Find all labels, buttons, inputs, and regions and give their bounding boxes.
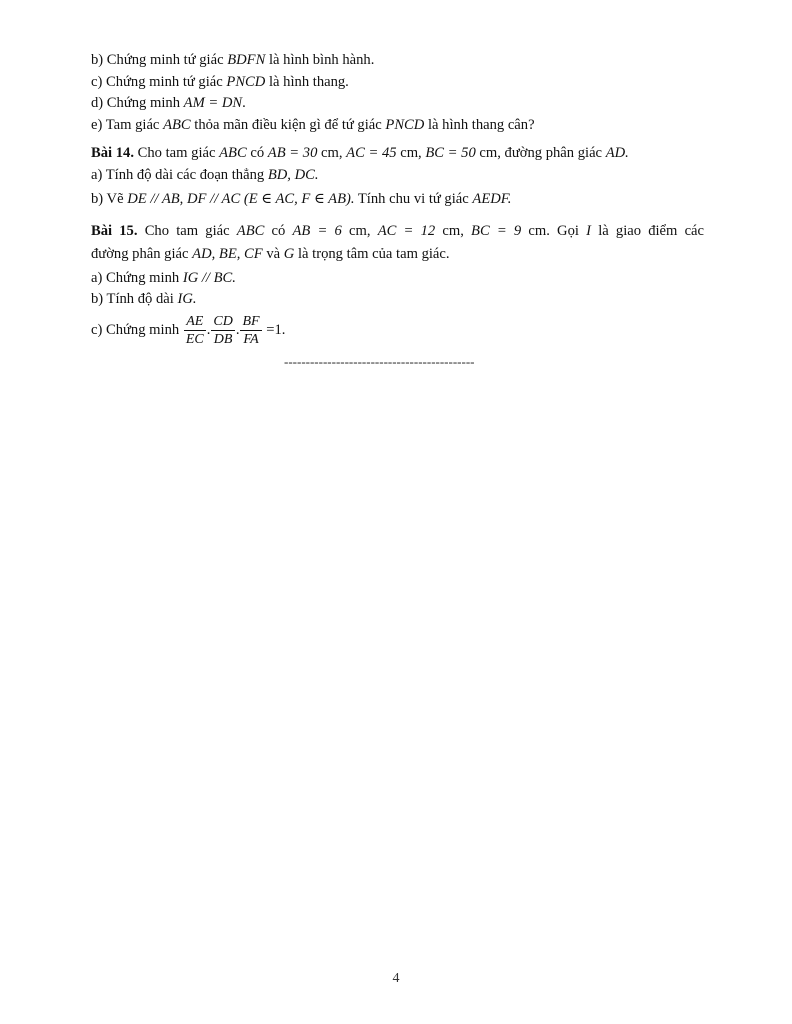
math: (E ∈ AC, F ∈ AB). (243, 191, 355, 207)
text: a) Chứng minh (91, 270, 180, 286)
page-number: 4 (392, 971, 400, 986)
bai15-part-b (91, 289, 197, 309)
bai14-part-b (91, 189, 511, 209)
text: b) Vẽ (91, 191, 124, 207)
math: I (586, 223, 591, 239)
text: Cho tam giác (137, 145, 216, 161)
text: Cho tam giác (144, 223, 230, 239)
text: cm, (442, 223, 464, 239)
math: AC = 12 (377, 223, 436, 239)
fraction-ae-ec (184, 313, 206, 349)
section-separator: -------------------------------------------- (284, 354, 475, 369)
bai15-question (91, 221, 704, 241)
math: BC = 50 (425, 145, 476, 161)
math: AB = 30 (267, 145, 318, 161)
text: b) Tính độ dài (91, 291, 174, 307)
math: G (283, 246, 295, 262)
text: thỏa mãn điều kiện gì để tứ giác (194, 117, 382, 133)
math: BC = 9 (471, 223, 522, 239)
text: là hình thang. (268, 74, 349, 90)
fraction-bf-fa (240, 313, 261, 349)
equals-one: =1. (266, 322, 286, 338)
bai14-part-a (91, 165, 319, 185)
text: đường phân giác (91, 246, 189, 262)
text: c) Chứng minh (91, 322, 180, 338)
bai13-part-b (91, 50, 374, 70)
denominator: EC (185, 331, 204, 347)
bai15-question-line2 (91, 244, 450, 264)
math: IG. (177, 291, 197, 307)
math: DE // AB, DF // AC (127, 191, 241, 207)
text: b) Chứng minh tứ giác (91, 52, 224, 68)
math: PNCD (385, 117, 425, 133)
math: PNCD (226, 74, 266, 90)
text: là hình thang cân? (427, 117, 535, 133)
text: có (250, 145, 265, 161)
text: là trọng tâm của tam giác. (297, 246, 450, 262)
text: có (271, 223, 286, 239)
math: ABC (219, 145, 247, 161)
math: AD. (605, 145, 629, 161)
math: AM = DN (183, 95, 243, 111)
math: ABC (163, 117, 191, 133)
text: c) Chứng minh tứ giác (91, 74, 223, 90)
exercise-title: Bài 14. (91, 145, 134, 161)
text: cm. Gọi (528, 223, 579, 239)
text: là giao điểm các (598, 223, 704, 239)
bai15-part-a (91, 268, 236, 288)
bai13-part-e (91, 115, 535, 135)
math: ABC (236, 223, 265, 239)
text: Tính chu vi tứ giác (357, 191, 469, 207)
text: cm, đường phân giác (479, 145, 603, 161)
text: cm, (321, 145, 343, 161)
multiply-dot: . (206, 322, 211, 338)
text: và (266, 246, 281, 262)
numerator: AE (184, 313, 206, 331)
math: AC = 45 (346, 145, 397, 161)
text: là hình bình hành. (268, 52, 375, 68)
text: a) Tính độ dài các đoạn thẳng (91, 167, 265, 183)
math: AD, BE, CF (192, 246, 263, 262)
bai13-part-d (91, 93, 246, 113)
fraction-cd-db (211, 313, 234, 349)
math: AEDF. (472, 191, 512, 207)
text: d) Chứng minh (91, 95, 180, 111)
math: AB = 6 (292, 223, 342, 239)
math: BD, DC. (267, 167, 319, 183)
denominator: DB (213, 331, 233, 347)
bai13-part-c (91, 72, 349, 92)
denominator: FA (243, 331, 259, 347)
math: IG // BC. (182, 270, 236, 286)
multiply-dot: . (235, 322, 240, 338)
text: . (242, 95, 246, 111)
exercise-title: Bài 15. (91, 223, 138, 239)
text: cm, (349, 223, 371, 239)
math: BDFN (227, 52, 266, 68)
bai15-part-c (91, 311, 285, 349)
text: cm, (400, 145, 422, 161)
text: e) Tam giác (91, 117, 160, 133)
numerator: CD (213, 313, 233, 329)
numerator: BF (242, 313, 260, 329)
bai14-question (91, 143, 629, 163)
